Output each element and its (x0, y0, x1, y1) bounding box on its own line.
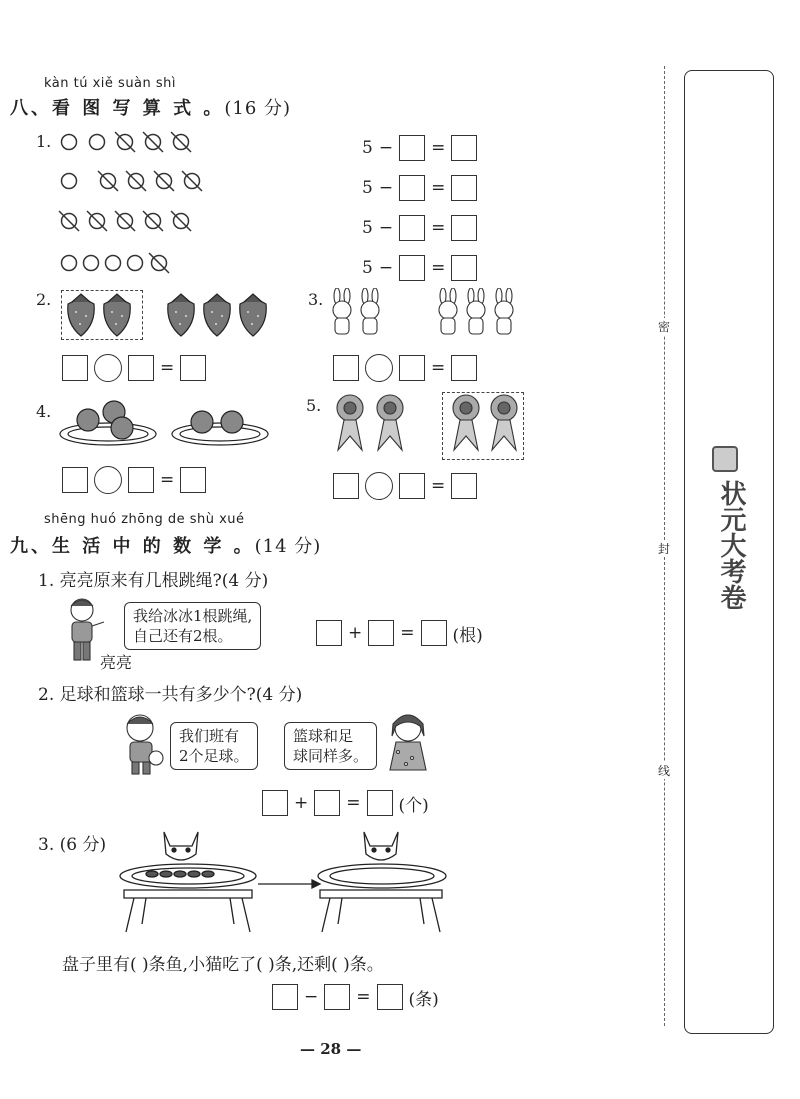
section9-title (10, 532, 321, 558)
plus-sign: + (294, 793, 309, 813)
answer-box[interactable] (399, 135, 425, 161)
answer-box[interactable] (399, 175, 425, 201)
flower-bouquet-icon (328, 392, 528, 458)
strawberry-icon (60, 290, 280, 340)
brand-logo-icon (712, 446, 738, 472)
answer-box[interactable] (451, 215, 477, 241)
answer-box[interactable] (180, 355, 206, 381)
q2-equation (62, 354, 206, 382)
answer-box[interactable] (451, 175, 477, 201)
section9-points: (14 分) (254, 536, 322, 557)
answer-box[interactable] (421, 620, 447, 646)
speech-line: 2个足球。 (179, 747, 249, 765)
answer-box[interactable] (377, 984, 403, 1010)
answer-box[interactable] (367, 790, 393, 816)
section8-title-text: 八、看 图 写 算 式 。 (10, 98, 225, 119)
section9-title-text: 九、生 活 中 的 数 学 。 (10, 536, 255, 557)
girl-icon (386, 710, 432, 778)
answer-box[interactable] (451, 355, 477, 381)
q9-1-text: 1. 亮亮原来有几根跳绳?(4 分) (38, 571, 269, 591)
speech-bubble-left (170, 722, 258, 770)
q1-label: 1. (36, 132, 52, 151)
q4-label: 4. (36, 402, 52, 421)
equation-number: 5 (362, 138, 373, 158)
unit-label: (根) (452, 625, 483, 646)
minus-sign: − (378, 218, 394, 238)
brand-logo: 状元大考卷 (716, 480, 746, 610)
q9-2-equation (262, 790, 429, 816)
speech-line: 自己还有2根。 (133, 627, 233, 645)
q9-3-label: 3. (6 分) (38, 835, 107, 855)
answer-box[interactable] (451, 255, 477, 281)
answer-box[interactable] (399, 473, 425, 499)
operator-circle[interactable] (365, 354, 393, 382)
seal-char: 封 (658, 542, 671, 556)
apple-plate-icon (58, 398, 278, 454)
crossed-circles-figure (56, 126, 256, 286)
unit-label: (条) (408, 989, 439, 1010)
speech-line: 我们班有 (179, 727, 240, 745)
answer-box[interactable] (316, 620, 342, 646)
page-number: — 28 — (300, 1040, 362, 1058)
equation-row-2 (362, 168, 477, 208)
answer-box[interactable] (262, 790, 288, 816)
operator-circle[interactable] (365, 472, 393, 500)
q2-label: 2. (36, 290, 52, 309)
equation-number: 5 (362, 178, 373, 198)
q3-label: 3. (308, 290, 324, 309)
answer-box[interactable] (128, 355, 154, 381)
answer-box[interactable] (62, 467, 88, 493)
q9-3-sentence: 盘子里有( )条鱼,小猫吃了( )条,还剩( )条。 (62, 955, 384, 975)
answer-box[interactable] (399, 355, 425, 381)
equals-sign: = (431, 358, 446, 378)
section8-points: (16 分) (224, 98, 292, 119)
rabbit-icon (328, 288, 538, 340)
minus-sign: − (378, 178, 394, 198)
equals-sign: = (431, 476, 446, 496)
operator-circle[interactable] (94, 354, 122, 382)
section8-pinyin: kàn tú xiě suàn shì (44, 76, 177, 91)
answer-box[interactable] (333, 355, 359, 381)
equals-sign: = (346, 793, 361, 813)
equals-sign: = (400, 623, 415, 643)
q9-2-text: 2. 足球和篮球一共有多少个?(4 分) (38, 685, 303, 705)
q3-equation (333, 354, 477, 382)
equation-number: 5 (362, 218, 373, 238)
liangliang-name: 亮亮 (100, 653, 133, 672)
answer-box[interactable] (128, 467, 154, 493)
seal-char: 密 (658, 320, 671, 334)
unit-label: (个) (398, 795, 429, 816)
equals-sign: = (431, 138, 446, 158)
q5-label: 5. (306, 396, 322, 415)
section8-title (10, 94, 291, 120)
minus-sign: − (378, 258, 394, 278)
equals-sign: = (356, 987, 371, 1007)
speech-line: 我给冰冰1根跳绳, (133, 607, 253, 625)
q9-3-equation (272, 984, 439, 1010)
answer-box[interactable] (333, 473, 359, 499)
answer-box[interactable] (324, 984, 350, 1010)
q9-1-equation (316, 620, 483, 646)
equals-sign: = (431, 178, 446, 198)
answer-box[interactable] (314, 790, 340, 816)
equals-sign: = (160, 470, 175, 490)
equation-row-4 (362, 248, 477, 288)
answer-box[interactable] (272, 984, 298, 1010)
answer-box[interactable] (399, 255, 425, 281)
answer-box[interactable] (368, 620, 394, 646)
answer-box[interactable] (62, 355, 88, 381)
minus-sign: − (304, 987, 319, 1007)
operator-circle[interactable] (94, 466, 122, 494)
minus-sign: − (378, 138, 394, 158)
equals-sign: = (160, 358, 175, 378)
equals-sign: = (431, 258, 446, 278)
speech-bubble (124, 602, 261, 650)
seal-char: 线 (658, 764, 671, 778)
equals-sign: = (431, 218, 446, 238)
answer-box[interactable] (451, 135, 477, 161)
cat-fish-plate-figure (112, 824, 448, 936)
speech-bubble-right (284, 722, 377, 770)
q4-equation (62, 466, 206, 494)
answer-box[interactable] (399, 215, 425, 241)
boy-with-ball-icon (118, 712, 164, 776)
equation-row-1 (362, 128, 477, 168)
equation-number: 5 (362, 258, 373, 278)
equation-row-3 (362, 208, 477, 248)
answer-box[interactable] (451, 473, 477, 499)
q1-equations (362, 128, 477, 288)
answer-box[interactable] (180, 467, 206, 493)
section9-pinyin: shēng huó zhōng de shù xué (44, 512, 245, 527)
speech-line: 篮球和足 (293, 727, 354, 745)
speech-line: 球同样多。 (293, 747, 369, 765)
plus-sign: + (348, 623, 363, 643)
q5-equation (333, 472, 477, 500)
